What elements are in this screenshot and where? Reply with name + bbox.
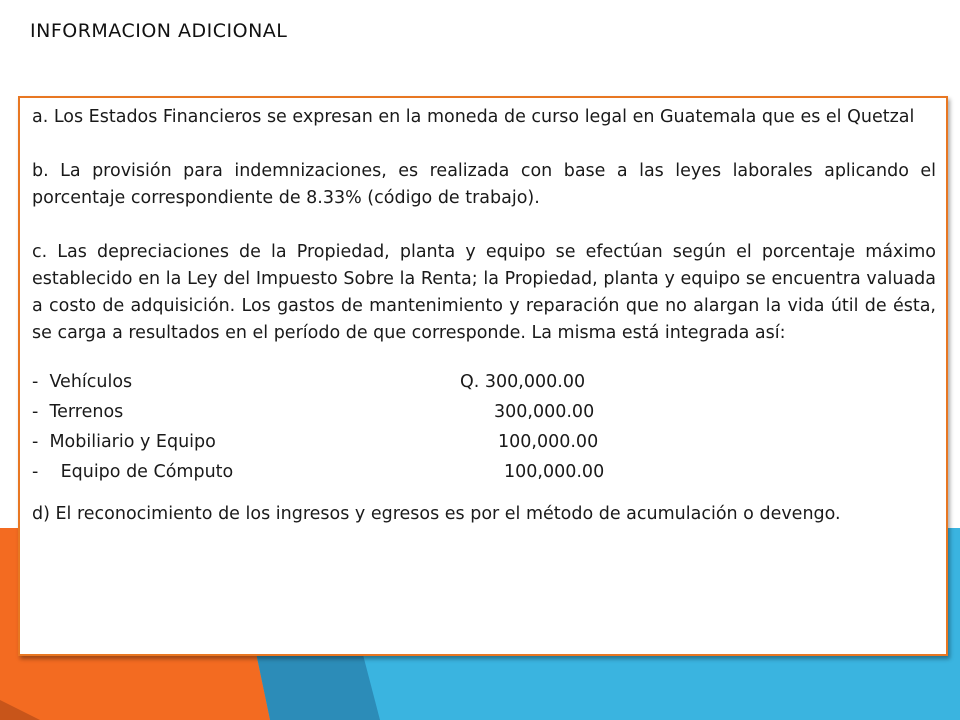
paragraph-d: d) El reconocimiento de los ingresos y egresos es por el método de acumulación o devengo. [32,504,841,524]
asset-row-computo [32,457,936,487]
asset-label: - Equipo de Cómputo [32,462,234,482]
asset-amount: 300,000.00 [494,402,595,422]
asset-label: - Vehículos [32,372,133,392]
asset-label: - Terrenos [32,402,124,422]
asset-row-vehiculos [32,367,936,397]
page-title: INFORMACION ADICIONAL [30,20,288,42]
asset-row-terrenos [32,397,936,427]
info-box [18,96,948,656]
paragraph-b: b. La provisión para indemnizaciones, es realizada con base a las leyes laborales aplicando el porcentaje correspondiente de 8.33% (código de trabajo). [32,161,936,208]
asset-amount: Q. 300,000.00 [460,372,586,392]
asset-amount: 100,000.00 [498,432,599,452]
asset-amount: 100,000.00 [504,462,605,482]
paragraph-a: a. Los Estados Financieros se expresan en la moneda de curso legal en Guatemala que es el Quetzal [32,107,915,127]
asset-row-mobiliario [32,427,936,457]
asset-label: - Mobiliario y Equipo [32,432,216,452]
paragraph-c: c. Las depreciaciones de la Propiedad, planta y equipo se efectúan según el porcentaje máximo establecido en la Ley del Impuesto Sobre la Renta; la Propiedad, planta y equipo se encuentra valuada a costo de adquisición. Los gastos de mantenimiento y reparación que no alargan la vida útil de ésta, se carga a resultados en el período de que corresponde. La misma está integrada así: [32,242,936,343]
